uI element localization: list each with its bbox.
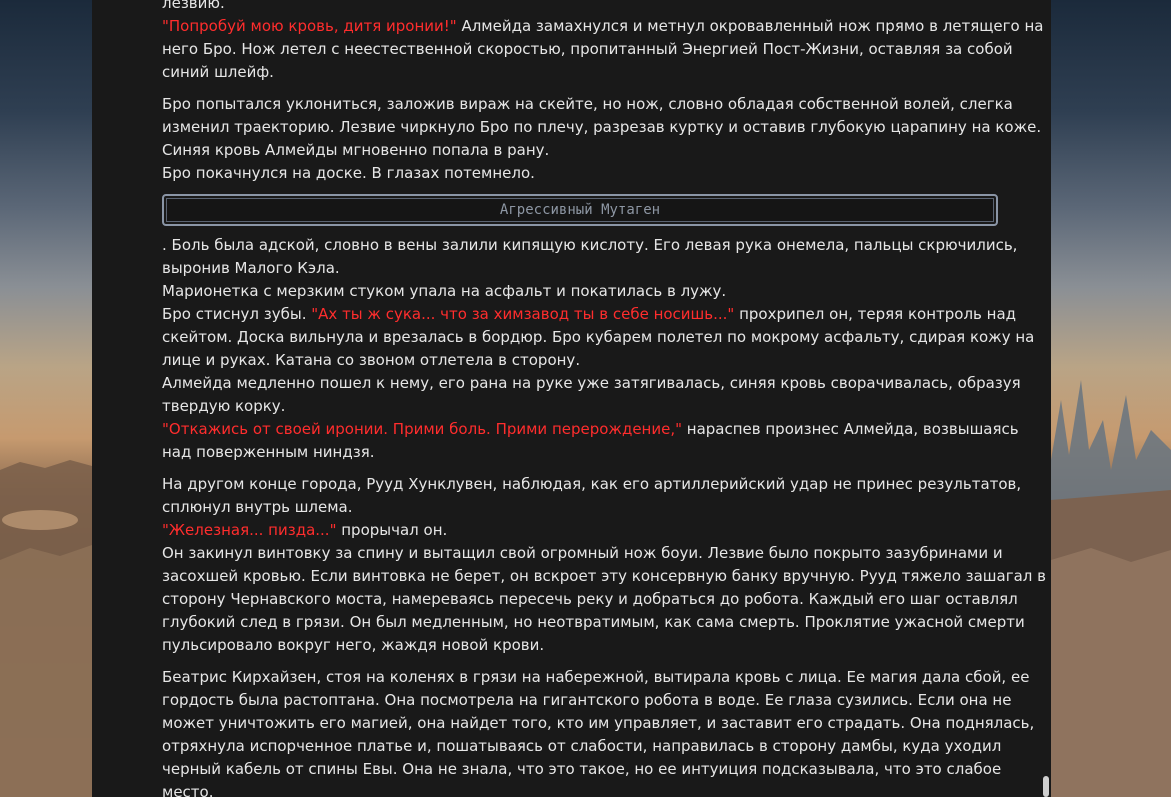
text-line: . Боль была адской, словно в вены залили кипящую кислоту. Его левая рука онемела, пальцы скрючились,	[162, 236, 1018, 254]
text-line: На другом конце города, Рууд Хунклувен, наблюдая, как его артиллерийский удар не принес результатов,	[162, 475, 1022, 493]
text-line: пульсировало вокруг него, жаждя новой крови.	[162, 636, 545, 654]
paragraph-1	[162, 0, 1044, 84]
text-line: место.	[162, 783, 214, 797]
text-line: изменил траекторию. Лезвие чиркнуло Бро по плечу, разрезав куртку и оставив глубокую царапину на коже.	[162, 118, 1042, 136]
text-line: Марионетка с мерзким стуком упала на асфальт и покатилась в лужу.	[162, 282, 727, 300]
background-right-ruins	[1051, 0, 1171, 797]
text-line: может уничтожить его магией, она найдет того, кто им управляет, и заставит его страдать. Она поднялась,	[162, 714, 1035, 732]
text-line: Беатрис Кирхайзен, стоя на коленях в грязи на набережной, вытирала кровь с лица. Ее магия дала сбой, ее	[162, 668, 1030, 686]
text-line: синий шлейф.	[162, 63, 274, 81]
text-line: лице и руках. Катана со звоном отлетела в сторону.	[162, 351, 581, 369]
mutagen-status-box[interactable]	[162, 194, 998, 226]
text-line: сторону Чернавского моста, намереваясь пересечь реку и добраться до робота. Каждый его шаг оставлял	[162, 590, 1018, 608]
text-line: него Бро. Нож летел с неестественной скоростью, пропитанный Энергией Пост-Жизни, оставляя за собой	[162, 40, 1013, 58]
text-line: Бро покачнулся на доске. В глазах потемнело.	[162, 164, 535, 182]
text-line	[162, 418, 1019, 441]
text-line	[162, 519, 1002, 542]
mutagen-label: Агрессивный Мутаген	[499, 201, 661, 218]
speech-almeida: "Попробуй мою кровь, дитя иронии!"	[162, 17, 457, 35]
text-line: черный кабель от спины Евы. Она не знала, что это такое, но ее интуиция подсказывала, что это слабое	[162, 760, 1002, 778]
text-line: лезвию.	[162, 0, 225, 12]
text-run: нараспев произнес Алмейда, возвышаясь	[682, 420, 1019, 438]
text-line: над поверженным ниндзя.	[162, 443, 375, 461]
text-line: глубокий след в грязи. Он был медленным, но неотвратимым, как сама смерть. Проклятие ужасной смерти	[162, 613, 1025, 631]
text-line	[162, 303, 1017, 326]
text-line: твердую корку.	[162, 397, 286, 415]
text-run: Бро стиснул зубы.	[162, 305, 312, 323]
text-line: выронив Малого Кэла.	[162, 259, 340, 277]
speech-ruud: "Железная... пизда..."	[162, 521, 337, 539]
text-run: Алмейда замахнулся и метнул окровавленный нож прямо в летящего на	[456, 17, 1044, 35]
story-panel	[92, 0, 1051, 797]
text-line: сплюнул внутрь шлема.	[162, 498, 353, 516]
text-line: засохшей кровью. Если винтовка не берет, он вскроет эту консервную банку вручную. Рууд тяжело зашагал в	[162, 567, 1046, 585]
text-line: Он закинул винтовку за спину и вытащил свой огромный нож боуи. Лезвие было покрыто зазубринами и	[162, 544, 1003, 562]
background-left-terrain	[0, 0, 92, 797]
text-run: прорычал он.	[336, 521, 448, 539]
paragraph-5	[162, 666, 1035, 797]
paragraph-3	[162, 234, 1035, 464]
text-run: прохрипел он, теряя контроль над	[734, 305, 1017, 323]
text-line: отряхнула испорченное платье и, пошатываясь от слабости, направилась в сторону дамбы, куда уходил	[162, 737, 1002, 755]
text-line: Алмейда медленно пошел к нему, его рана на руке уже затягивалась, синяя кровь сворачивалась, образуя	[162, 374, 1021, 392]
speech-almeida-2: "Откажись от своей иронии. Прими боль. Прими перерождение,"	[162, 420, 682, 438]
paragraph-2	[162, 93, 1042, 185]
story-text	[162, 0, 1046, 797]
text-line: скейтом. Доска вильнула и врезалась в бордюр. Бро кубарем полетел по мокрому асфальту, сдирая кожу на	[162, 328, 1035, 346]
paragraph-4	[162, 473, 1046, 657]
scrollbar-thumb[interactable]	[1043, 776, 1049, 797]
text-line	[162, 15, 1044, 38]
text-line: Бро попытался уклониться, заложив вираж на скейте, но нож, словно обладая собственной волей, слегка	[162, 95, 1013, 113]
text-line: гордость была растоптана. Она посмотрела на гигантского робота в воде. Ее глаза сузились. Если она не	[162, 691, 1012, 709]
speech-bro: "Ах ты ж сука... что за химзавод ты в себе носишь..."	[311, 305, 735, 323]
text-line: Синяя кровь Алмейды мгновенно попала в рану.	[162, 141, 550, 159]
